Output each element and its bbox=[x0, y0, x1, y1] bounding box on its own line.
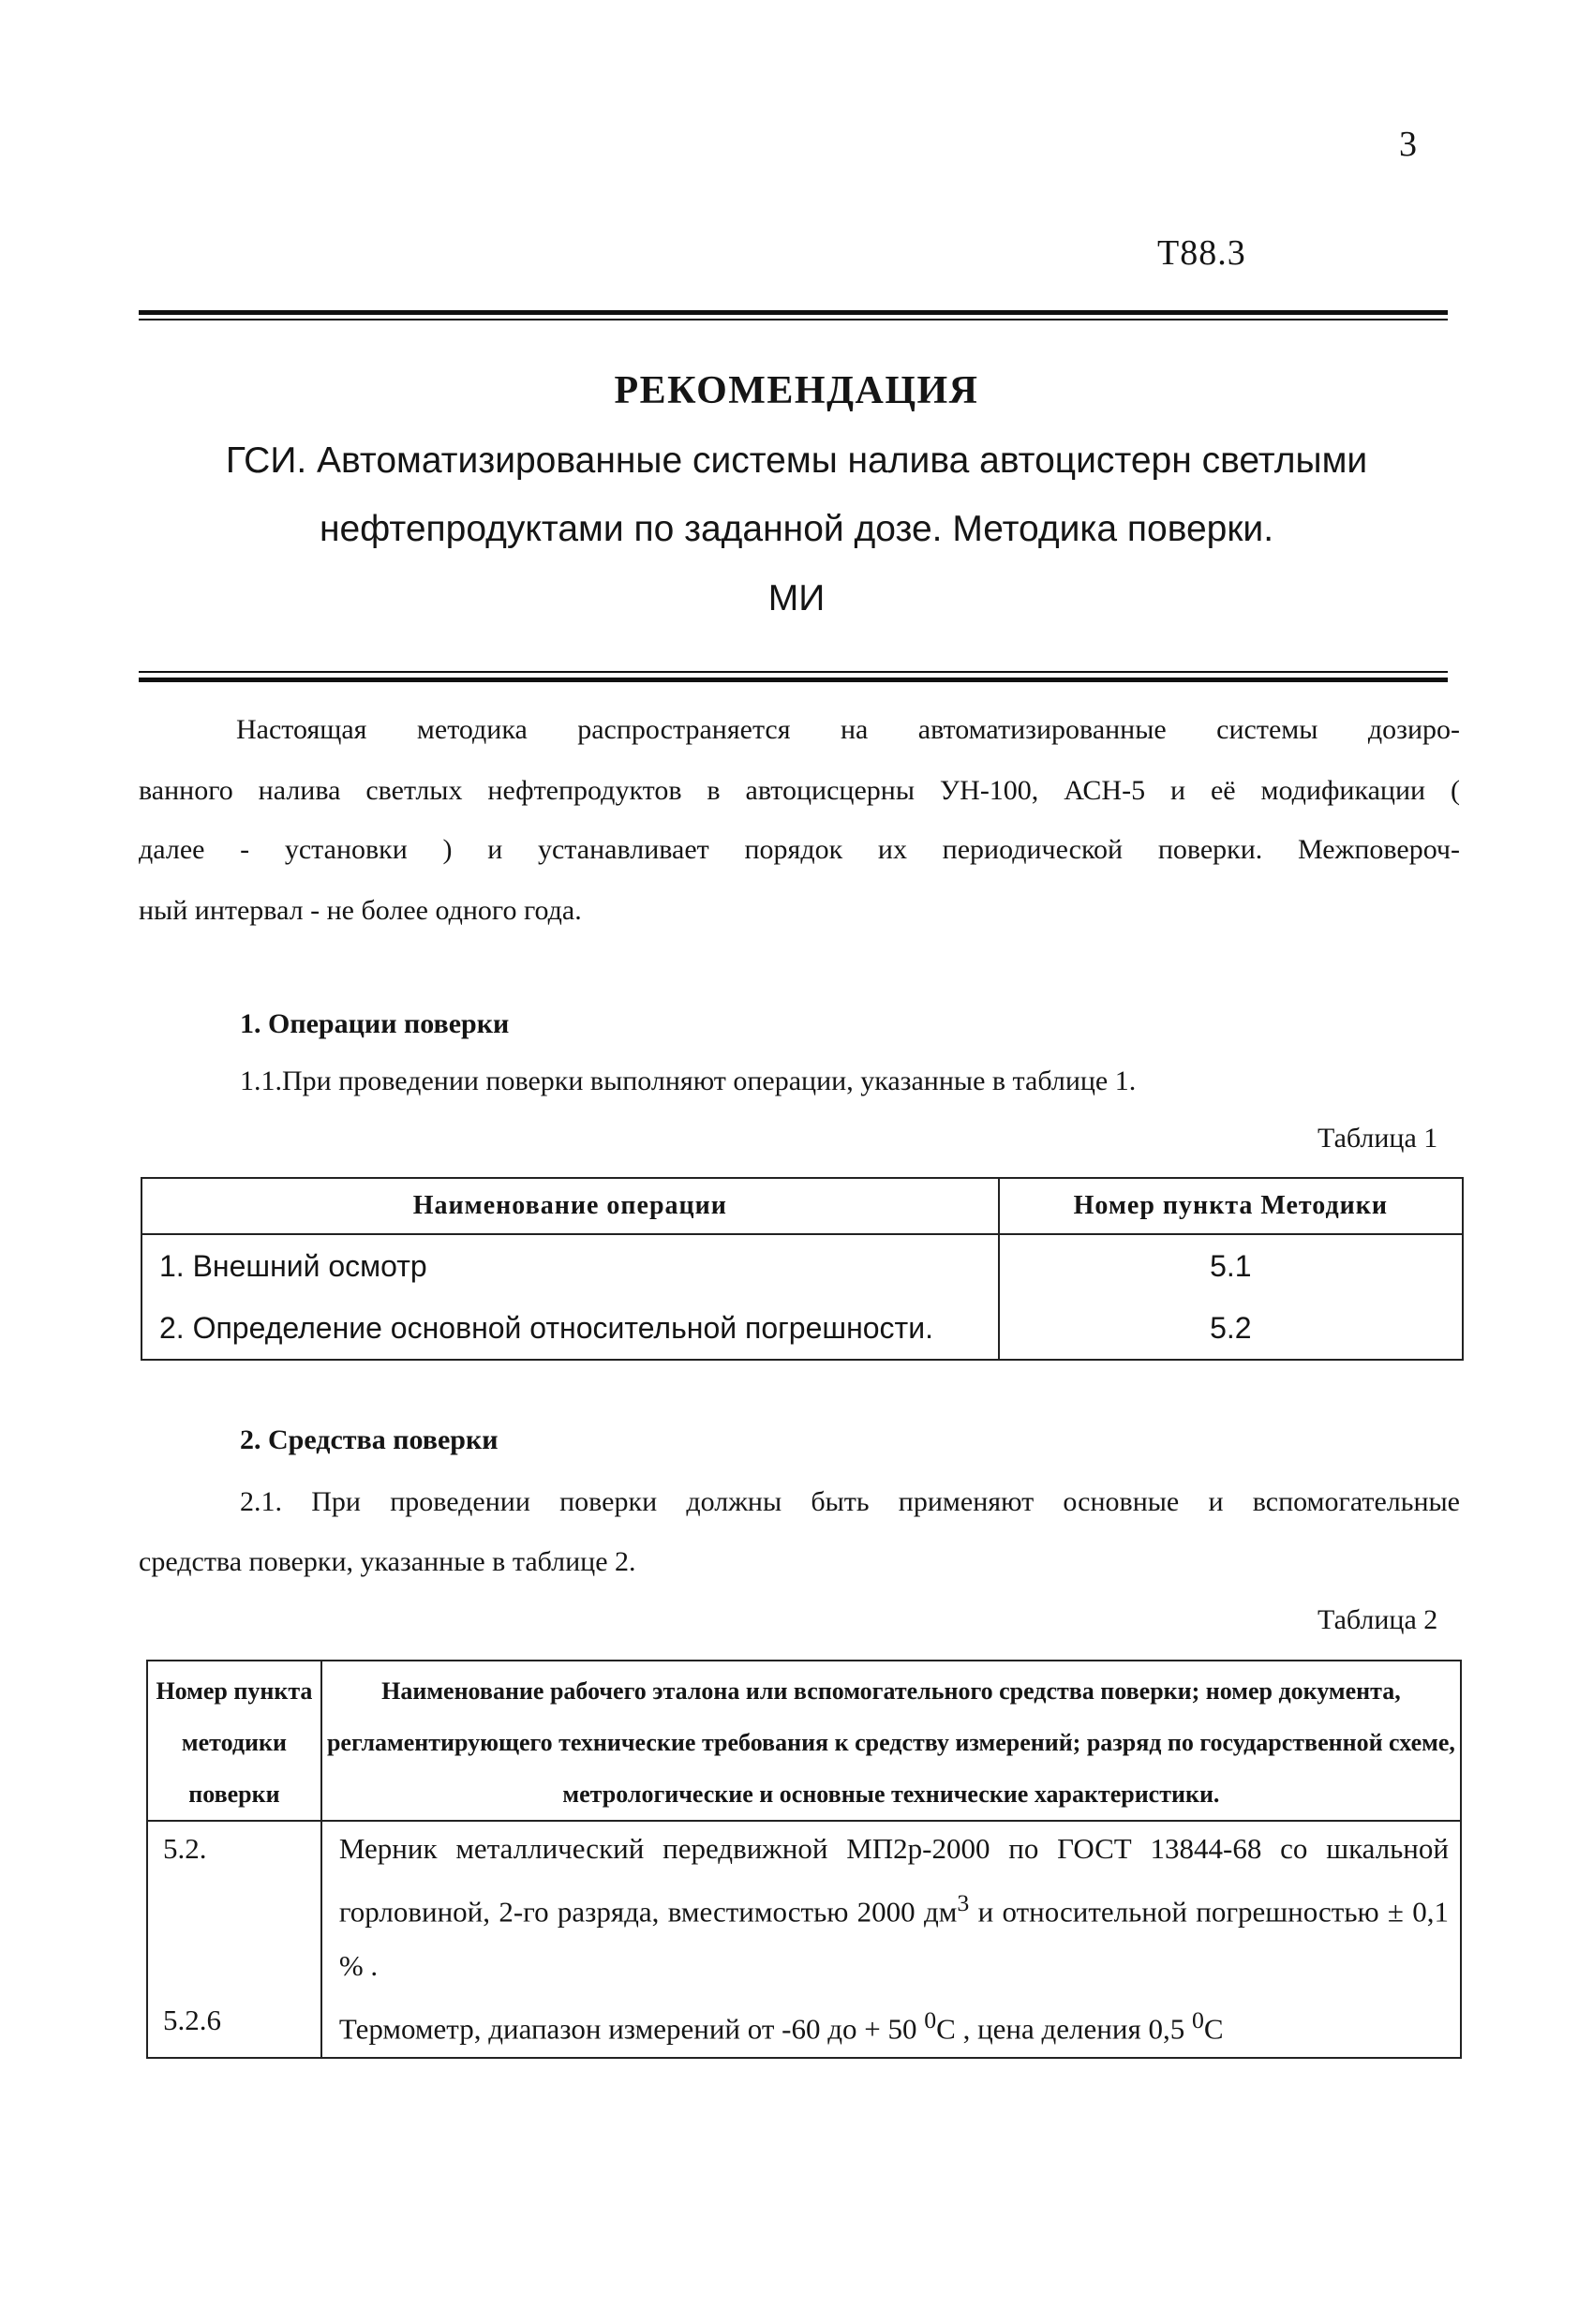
table-row bbox=[147, 1821, 1461, 1993]
instrument-description: Термометр, диапазон измерений от -60 до + 50 $^0$С , цена деления 0,5 $^0$С bbox=[321, 1993, 1461, 2057]
section-1-text: 1.1.При проведении поверки выполняют операции, указанные в таблице 1. bbox=[240, 1065, 1137, 1096]
operations-table bbox=[141, 1177, 1464, 1361]
subtitle-line-3: МИ bbox=[767, 578, 826, 618]
intro-line-1: Настоящая методика распространяется на автоматизированные системы дозиро- bbox=[236, 714, 1460, 745]
header-rule-bottom bbox=[139, 319, 1448, 320]
table-2-label: Таблица 2 bbox=[1318, 1604, 1438, 1635]
intro-line-3: далее - установки ) и устанавливает порядок их периодической поверки. Межповероч- bbox=[139, 834, 1460, 865]
subtitle-line-1: ГСИ. Автоматизированные системы налива автоцистерн светлыми bbox=[225, 440, 1368, 481]
operation-number: 5.2 bbox=[999, 1297, 1463, 1360]
header-rule-top bbox=[139, 310, 1448, 315]
table-1-label: Таблица 1 bbox=[1318, 1123, 1438, 1154]
document-code: Т88.3 bbox=[1157, 233, 1246, 273]
title-rule-bottom bbox=[139, 678, 1448, 682]
section-2-heading: 2. Средства поверки bbox=[240, 1424, 499, 1455]
operation-number: 5.1 bbox=[999, 1234, 1463, 1297]
instrument-number: 5.2.6 bbox=[147, 1993, 321, 2057]
instruments-table bbox=[146, 1660, 1462, 2059]
instrument-description: Мерник металлический передвижной МП2р-2000 по ГОСТ 13844-68 со шкальной горловиной, 2-го разряда, вместимостью 2000 $дм^3$ и относительной погрешностью ± 0,1 % . bbox=[321, 1821, 1461, 1993]
subtitle-line-2: нефтепродуктами по заданной дозе. Методика поверки. bbox=[319, 509, 1274, 549]
intro-line-2: ванного налива светлых нефтепродуктов в автоцисцерны УН-100, АСН-5 и её модификации ( bbox=[139, 775, 1460, 806]
instrument-number: 5.2. bbox=[147, 1821, 321, 1993]
section-2-text-line-2: средства поверки, указанные в таблице 2. bbox=[139, 1546, 636, 1577]
table-2-header-number: Номер пункта методики поверки bbox=[147, 1661, 321, 1821]
operation-name: 1. Внешний осмотр bbox=[141, 1234, 999, 1297]
table-row bbox=[141, 1234, 1463, 1297]
table-row bbox=[147, 1993, 1461, 2057]
section-1-heading: 1. Операции поверки bbox=[240, 1008, 510, 1039]
document-title: РЕКОМЕНДАЦИЯ bbox=[614, 369, 979, 412]
page-number: 3 bbox=[1399, 125, 1417, 164]
intro-line-4: ный интервал - не более одного года. bbox=[139, 895, 582, 926]
section-2-text-line-1: 2.1. При проведении поверки должны быть применяют основные и вспомогательные bbox=[240, 1486, 1460, 1517]
title-rule-top bbox=[139, 671, 1448, 673]
table-row bbox=[141, 1297, 1463, 1360]
operation-name: 2. Определение основной относительной погрешности. bbox=[141, 1297, 999, 1360]
table-1-header-name: Наименование операции bbox=[141, 1178, 999, 1234]
table-1-header-number: Номер пункта Методики bbox=[999, 1178, 1463, 1234]
table-2-header-description: Наименование рабочего эталона или вспомогательного средства поверки; номер документа, регламентирующего технические требования к средству измерений; разряд по государственной схеме, метрологические и основные технические характеристики. bbox=[321, 1661, 1461, 1821]
